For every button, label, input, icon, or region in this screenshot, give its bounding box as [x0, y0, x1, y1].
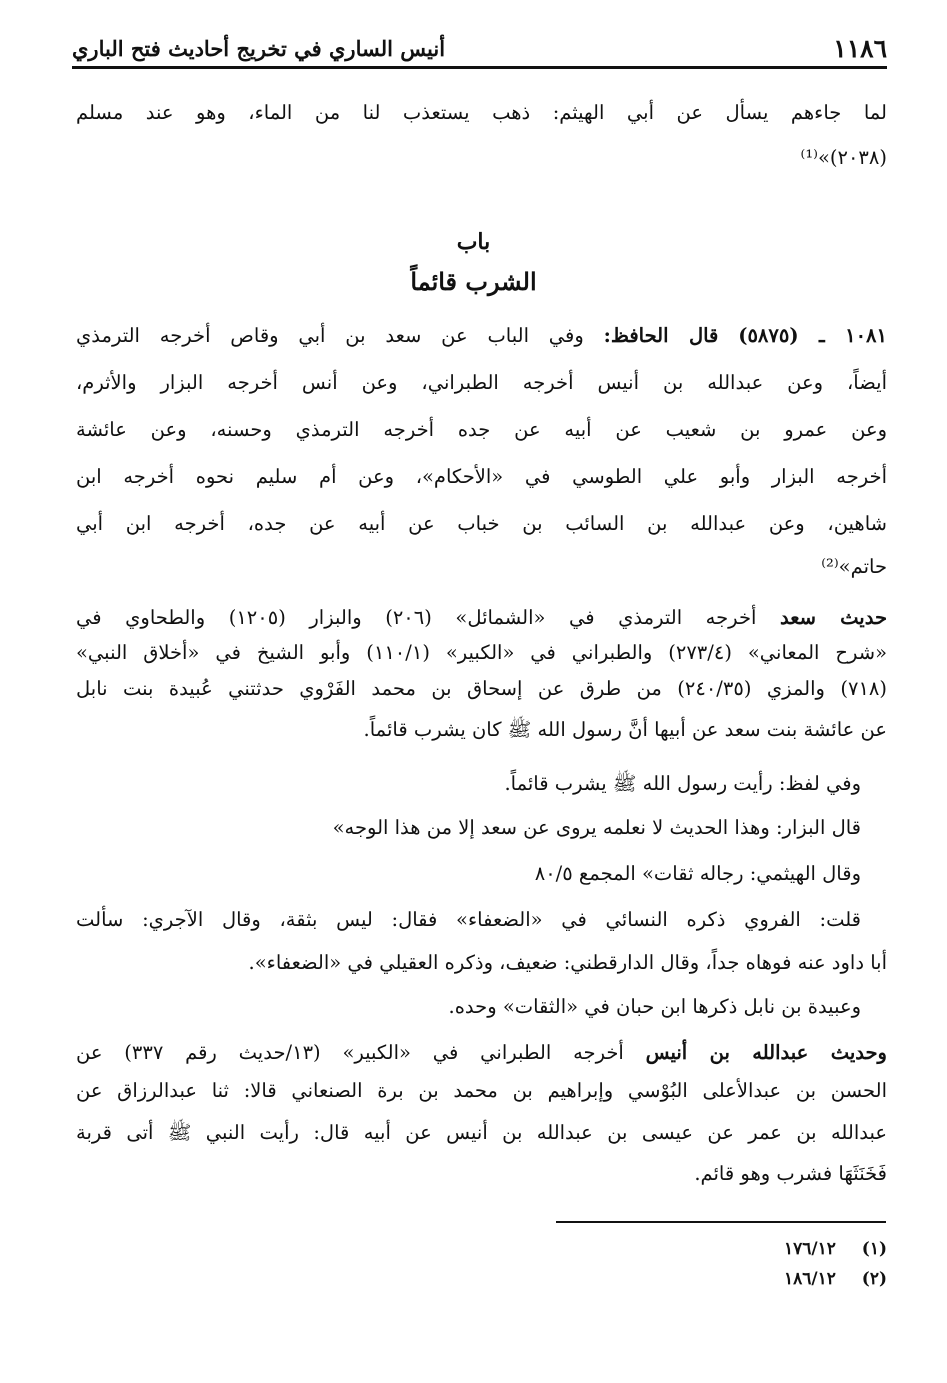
running-header [72, 30, 887, 69]
footnote-ref: ١٨٦/١٢ [783, 1269, 836, 1289]
footnote-separator [556, 1221, 886, 1223]
entry-line-6: حاتم»⁽²⁾ [821, 555, 887, 578]
qal-bazzar: قال البزار: وهذا الحديث لا نعلمه يروى عن سعد إلا من هذا الوجه» [332, 816, 861, 839]
saad-line-4: عن عائشة بنت سعد عن أبيها أنَّ رسول الله ﷺ كان يشرب قائماً. [363, 718, 887, 741]
bab-heading: باب [456, 229, 491, 255]
saad-lead: حديث سعد [780, 606, 888, 629]
unays-lead: وحديث عبدالله بن أنيس [645, 1041, 887, 1064]
haythami: وقال الهيثمي: رجاله ثقات» المجمع ٨٠/٥ [534, 862, 861, 885]
entry-lead: قال الحافظ: [603, 324, 719, 347]
unays-line-3: عبدالله بن عمر عن عيسى بن عبدالله بن أنيس عن أبيه قال: رأيت النبي ﷺ أتى قربة [76, 1121, 887, 1144]
saad-line-3: (٧١٨) والمزي (٢٤٠/٣٥) من طرق عن إسحاق بن محمد الفَرْوي حدثتني عُبيدة بنت نابل [76, 677, 887, 700]
saad-line-1-rest: أخرجه الترمذي في «الشمائل» (٢٠٦) والبزار (١٢٠٥) والطحاوي في [76, 606, 757, 629]
top-line-1: لما جاءهم يسأل عن أبي الهيثم: ذهب يستعذب لنا من الماء، وهو عند مسلم [76, 101, 887, 124]
entry-line-4: أخرجه البزار وأبو علي الطوسي في «الأحكام»، وعن أم سليم نحوه أخرجه ابن [76, 465, 887, 488]
unays-line-1 [76, 1038, 887, 1068]
section-title: الشرب قائماً [410, 267, 537, 296]
footnote-2 [784, 1266, 887, 1292]
entry-line-5: شاهين، وعن عبدالله بن السائب بن خباب عن أبيه عن جده، أخرجه ابن أبي [76, 512, 887, 535]
unays-line-4: فَخَنَثَهَا فشرب وهو قائم. [694, 1162, 887, 1185]
entry-line-1 [76, 321, 887, 351]
saad-line-2: «شرح المعاني» (٢٧٣/٤) والطبراني في «الكبير» (١١٠/١) وأبو الشيخ في «أخلاق النبي» [76, 641, 887, 664]
footnote-mark: (١) [861, 1239, 887, 1259]
entry-line-2: أيضاً، وعن عبدالله بن أنيس أخرجه الطبراني، وعن أنس أخرجه البزار والأثرم، [76, 371, 887, 394]
entry-number: ١٠٨١ ـ (٥٨٧٥) [738, 324, 887, 347]
unays-line-2: الحسن بن عبدالأعلى البُوْسي وإبراهيم بن محمد بن برة الصنعاني قالا: ثنا عبدالرزاق عن [76, 1079, 887, 1102]
entry-line-1-rest: وفي الباب عن سعد بن أبي وقاص أخرجه الترمذي [76, 324, 584, 347]
book-title: أنيس الساري في تخريج أحاديث فتح الباري [72, 35, 446, 61]
qult-line-2: أبا داود عنه فوهاه جداً، وقال الدارقطني: ضعيف، وذكره العقيلي في «الضعفاء». [248, 951, 887, 974]
entry-line-3: وعن عمرو بن شعيب عن أبيه عن جده أخرجه الترمذي وحسنه، وعن عائشة [76, 418, 887, 441]
qult-line-1: قلت: الفروي ذكره النسائي في «الضعفاء» فقال: ليس بثقة، وقال الآجري: سألت [76, 908, 861, 931]
unays-line-1-rest: أخرجه الطبراني في «الكبير» (١٣/حديث رقم ٣٣٧) عن [76, 1041, 624, 1064]
ubayda-line: وعبيدة بن نابل ذكرها ابن حبان في «الثقات» وحده. [448, 995, 861, 1018]
top-line-2: (٢٠٣٨)»⁽¹⁾ [800, 146, 887, 169]
footnote-1 [784, 1236, 887, 1262]
page-number: ١١٨٦ [833, 33, 887, 63]
wafi-lafz: وفي لفظ: رأيت رسول الله ﷺ يشرب قائماً. [504, 772, 861, 795]
saad-line-1 [76, 603, 887, 633]
footnote-mark: (٢) [861, 1269, 887, 1289]
footnote-ref: ١٧٦/١٢ [783, 1239, 836, 1259]
